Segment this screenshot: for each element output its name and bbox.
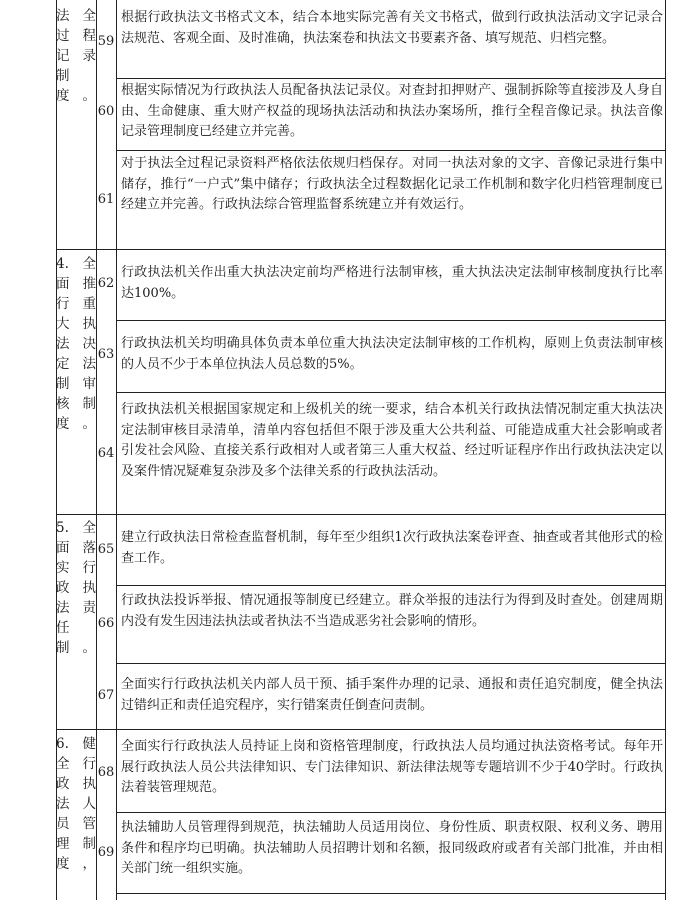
row-divider (116, 893, 666, 894)
row-divider (116, 78, 666, 79)
category-cell: 5. 全面落实行政执法责任制。 (56, 520, 96, 656)
item-number: 59 (97, 34, 115, 49)
item-number: 64 (97, 446, 115, 461)
row-divider (116, 812, 666, 813)
item-number: 62 (97, 276, 115, 291)
item-number: 63 (97, 347, 115, 362)
table-border-right (665, 0, 666, 900)
number-column-divider (116, 0, 117, 900)
item-text: 根据行政执法文书格式文本，结合本地实际完善有关文书格式，做到行政执法活动文字记录合法规范、客观全面、及时准确，执法案卷和执法文书要素齐备、填写规范、归档完整。 (121, 10, 663, 46)
item-number: 68 (97, 765, 115, 780)
row-divider (116, 392, 666, 393)
item-text: 全面实行行政执法人员持证上岗和资格管理制度，行政执法人员均通过执法资格考试。每年开展行政执法人员公共法律知识、专门法律知识、新法律法规等专题培训不少于40学时。行政执法着装管理规范。 (121, 739, 663, 795)
item-text: 对于执法全过程记录资料严格依法依规归档保存。对同一执法对象的文字、音像记录进行集中储存，推行“一户式”集中储存；行政执法全过程数据化记录工作机制和数字化归档管理制度已经建立并完善。行政执法综合管理监督系统建立并有效运行。 (121, 156, 663, 212)
item-text: 全面实行行政执法机关内部人员干预、插手案件办理的记录、通报和责任追究制度，健全执法过错纠正和责任追究程序，实行错案责任倒查问责制。 (121, 677, 663, 713)
item-number: 60 (97, 104, 115, 119)
item-text: 行政执法机关作出重大执法决定前均严格进行法制审核，重大执法决定法制审核制度执行比率达100%。 (121, 265, 663, 301)
item-number: 65 (97, 542, 115, 557)
row-divider (116, 585, 666, 586)
item-number: 69 (97, 845, 115, 860)
item-text: 执法辅助人员管理得到规范，执法辅助人员适用岗位、身份性质、职责权限、权利义务、聘用条件和程序均已明确。执法辅助人员招聘计划和名额，报同级政府或者有关部门批准，并由相关部门统一组织实施。 (121, 820, 663, 876)
category-cell: 6. 健全行政执法人员管理制度， (56, 736, 96, 872)
section-divider (56, 249, 666, 250)
item-text: 行政执法机关根据国家规定和上级机关的统一要求，结合本机关行政执法情况制定重大执法决定法制审核目录清单，清单内容包括但不限于涉及重大公共利益、可能造成重大社会影响或者引发社会风险、直接关系行政相对人或者第三人重大权益、经过听证程序作出行政执法决定以及案件情况疑难复杂涉及多个法律关系的行政执法活动。 (121, 402, 663, 479)
item-text: 根据实际情况为行政执法人员配备执法记录仪。对查封扣押财产、强制拆除等直接涉及人身自由、生命健康、重大财产权益的现场执法活动和执法办案场所，推行全程音像记录。执法音像记录管理制度已经建立并完善。 (121, 83, 663, 139)
section-divider (56, 729, 666, 730)
item-text: 行政执法机关均明确具体负责本单位重大执法决定法制审核的工作机构，原则上负责法制审核的人员不少于本单位执法人员总数的5%。 (121, 336, 663, 372)
item-text: 行政执法投诉举报、情况通报等制度已经建立。群众举报的违法行为得到及时查处。创建周期内没有发生因违法执法或者执法不当造成恶劣社会影响的情形。 (121, 593, 663, 629)
row-divider (116, 150, 666, 151)
item-number: 66 (97, 616, 115, 631)
item-text: 建立行政执法日常检查监督机制，每年至少组织1次行政执法案卷评查、抽查或者其他形式的检查工作。 (121, 530, 663, 566)
row-divider (116, 663, 666, 664)
document-table (56, 0, 666, 900)
section-divider (56, 514, 666, 515)
item-number: 61 (97, 192, 115, 207)
category-cell: 法全过程记录制度。 (56, 8, 96, 104)
row-divider (116, 320, 666, 321)
category-cell: 4. 全面推行重大执法决定法制审核制度。 (56, 256, 96, 432)
item-number: 67 (97, 688, 115, 703)
